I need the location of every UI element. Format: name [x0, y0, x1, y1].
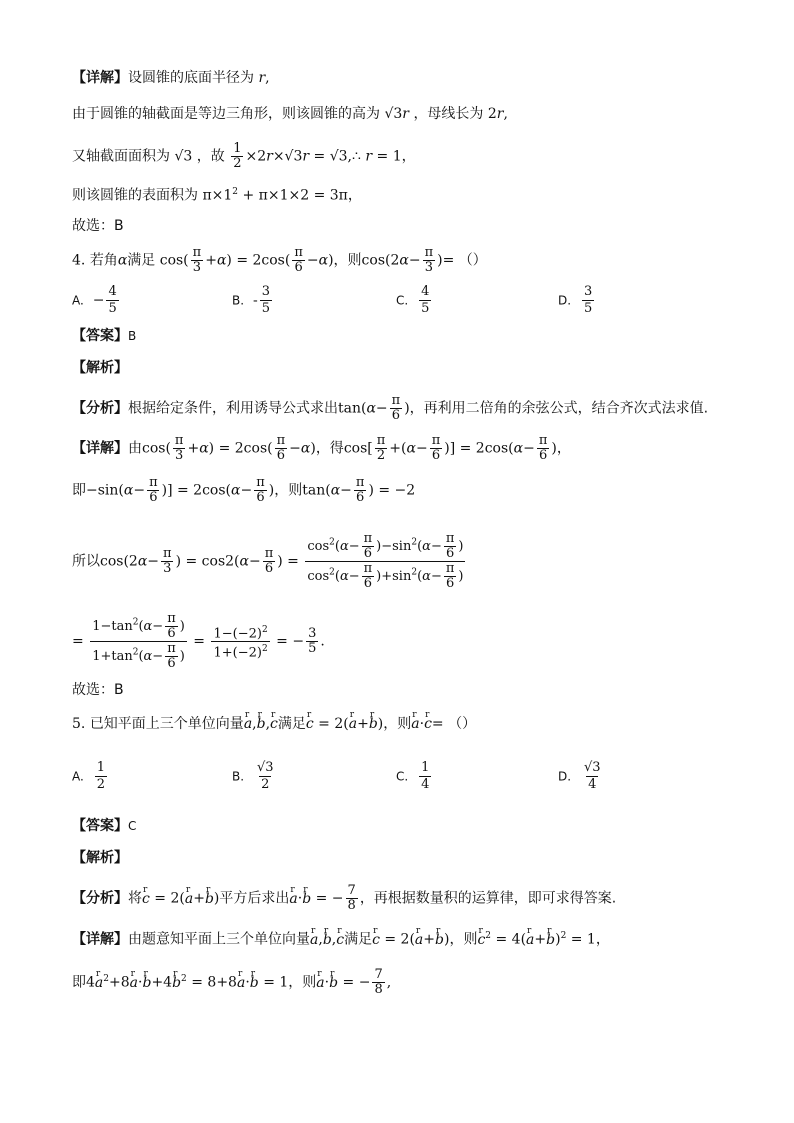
q4-choose: 故选：B: [72, 682, 124, 698]
q5-option-c[interactable]: C. $\frac{1}{4}$: [396, 760, 430, 792]
q4-stem: 4. 若角α满足 cos( $\frac{\pi}{3}$ +α) = 2cos( $\frac{\pi}{6}$ −α)，则cos(2α− $\frac{\pi}{3}$ )= （）: [72, 245, 487, 275]
detail-tag: 【详解】: [72, 70, 128, 86]
q5-option-a[interactable]: A. $\frac{1}{2}$: [72, 760, 105, 792]
q4-xiangjie: 【详解】由cos( $\frac{\pi}{3}$ +α) = 2cos( $\frac{\pi}{6}$ −α)，得cos[ $\frac{\pi}{2}$ +(α− $\frac{\pi}{6}$ )] = 2cos(α− $\frac{\pi}{6}$ )，: [72, 433, 571, 463]
q4-ji-line: 即−sin(α− $\frac{\pi}{6}$ )] = 2cos(α− $\frac{\pi}{6}$ )，则tan(α− $\frac{\pi}{6}$ ) = −2: [72, 475, 416, 505]
q5-ji-line: 即4r $a^2+8r$ a·r b+4r $b^2 = 8+8r$ a·r b = 1，则r a·r b = − $\frac{7}{8}$ ,: [72, 968, 391, 997]
detail-line-1: 【详解】设圆锥的底面半径为 r,: [72, 70, 270, 86]
q4-option-c[interactable]: C. $\frac{4}{5}$: [396, 284, 430, 316]
q4-option-a[interactable]: A. − $\frac{4}{5}$: [72, 284, 117, 316]
q4-suoyi-line: 所以cos(2α− $\frac{\pi}{3}$ ) = cos2(α− $\frac{\pi}{6}$ ) = $\cos^2(\alpha-$ $\frac{\pi}{6}$ )$-\sin^2(\alpha-$ $\frac{\pi}{6}$ ) $\cos^2(\alpha-$ $\frac{\pi}{6}$ )$+\sin^2(\alpha-$ $\frac{\pi}{6}$ ): [72, 531, 464, 591]
q5-option-b[interactable]: B. $\frac{√3}{2}$: [232, 760, 274, 792]
q5-option-d[interactable]: D. $\frac{√3}{4}$: [558, 760, 601, 792]
q5-jiexi: 【解析】: [72, 850, 128, 866]
detail-line-3: 又轴截面面积为 √3 ，故 $\frac{1}{2}$ ×2r×√3r = √3,∴ r = 1，: [72, 141, 416, 171]
q4-jiexi: 【解析】: [72, 360, 128, 376]
q5-answer: 【答案】C: [72, 818, 137, 834]
choose-line-1: 故选：B: [72, 218, 124, 234]
detail-line-4: 则该圆锥的表面积为 $\pi\times 1^2 + \pi\times 1\times 2 = 3\pi$，: [72, 187, 362, 204]
q4-option-b[interactable]: B. - $\frac{3}{5}$: [232, 284, 270, 316]
q5-xiangjie: 【详解】由题意知平面上三个单位向量r a,r b,r c满足r c = 2(r a+r b)，则r $c^2 = 4(r$ a+r b)$^2$ = 1，: [72, 926, 610, 950]
q4-fenxi: 【分析】根据给定条件，利用诱导公式求出tan(α− $\frac{\pi}{6}$ )，再利用二倍角的余弦公式，结合齐次式法求值.: [72, 393, 709, 423]
q5-fenxi: 【分析】将r c = 2(r a+r b)平方后求出r a·r b = − $\frac{7}{8}$ ，再根据数量积的运算律，即可求得答案.: [72, 884, 616, 913]
q5-stem: 5. 已知平面上三个单位向量r a,r b,r c满足r c = 2(r a+r b)，则r a·r c= （）: [72, 714, 476, 734]
q4-option-d[interactable]: D. $\frac{3}{5}$: [558, 284, 593, 316]
q4-result-line: = $1-\tan^2(\alpha-$ $\frac{\pi}{6}$ ) $1+\tan^2(\alpha-$ $\frac{\pi}{6}$ ) = $\frac{1-(-2)^2}{1+(-2)^2}$ = − $\frac{3}{5}$ .: [72, 611, 325, 671]
detail-line-2: 由于圆锥的轴截面是等边三角形，则该圆锥的高为 √3r ，母线长为 2r,: [72, 106, 508, 122]
q4-answer: 【答案】B: [72, 328, 137, 344]
